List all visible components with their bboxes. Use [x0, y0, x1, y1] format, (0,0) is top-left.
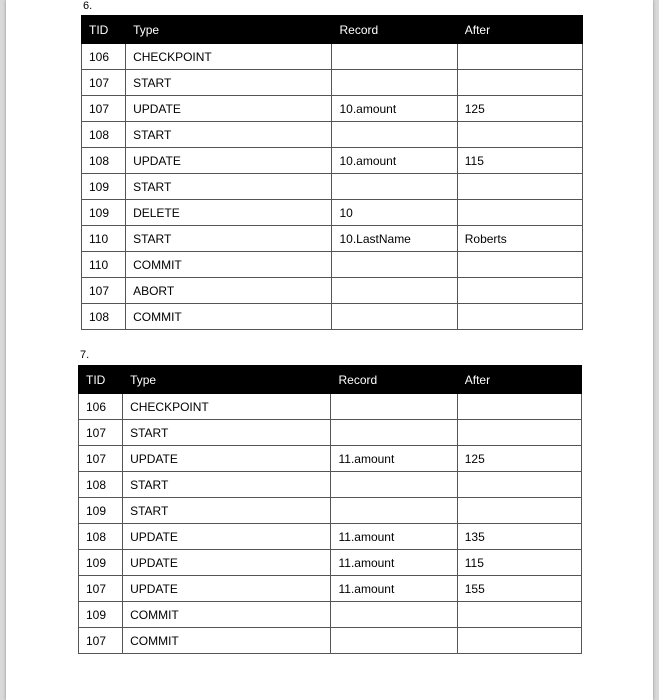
- record-cell: [331, 420, 457, 446]
- tid-cell: 109: [79, 550, 123, 576]
- tid-cell: 107: [79, 420, 123, 446]
- after-cell: 115: [457, 550, 581, 576]
- after-cell: [457, 44, 582, 70]
- after-cell: 115: [457, 148, 582, 174]
- record-cell: [331, 602, 457, 628]
- table-row: [82, 174, 583, 200]
- tid-cell: 107: [79, 576, 123, 602]
- tid-cell: 110: [82, 226, 126, 252]
- tid-cell: 107: [82, 70, 126, 96]
- table-row: [79, 446, 582, 472]
- table-row: [79, 420, 582, 446]
- after-cell: [457, 174, 582, 200]
- after-cell: [457, 602, 581, 628]
- table-row: [79, 472, 582, 498]
- tid-cell: 108: [82, 148, 126, 174]
- after-cell: [457, 628, 581, 654]
- header-record: Record: [332, 16, 457, 44]
- table-row: [82, 44, 583, 70]
- table-row: [82, 200, 583, 226]
- document-page: [6, 0, 653, 700]
- table-row: [79, 524, 582, 550]
- after-cell: [457, 472, 581, 498]
- header-type: Type: [126, 16, 332, 44]
- tid-cell: 107: [82, 278, 126, 304]
- record-cell: 11.amount: [331, 550, 457, 576]
- tid-cell: 106: [82, 44, 126, 70]
- type-cell: COMMIT: [126, 252, 332, 278]
- record-cell: 10: [332, 200, 457, 226]
- header-type: Type: [123, 366, 331, 394]
- table-row: [82, 252, 583, 278]
- type-cell: UPDATE: [126, 96, 332, 122]
- record-cell: [332, 122, 457, 148]
- table-row: [79, 394, 582, 420]
- after-cell: [457, 278, 582, 304]
- tid-cell: 108: [82, 304, 126, 330]
- record-cell: 10.amount: [332, 148, 457, 174]
- type-cell: CHECKPOINT: [126, 44, 332, 70]
- type-cell: DELETE: [126, 200, 332, 226]
- record-cell: [332, 44, 457, 70]
- tid-cell: 107: [82, 96, 126, 122]
- record-cell: [332, 252, 457, 278]
- type-cell: START: [126, 70, 332, 96]
- type-cell: UPDATE: [123, 550, 331, 576]
- after-cell: 125: [457, 96, 582, 122]
- tid-cell: 108: [79, 472, 123, 498]
- after-cell: 135: [457, 524, 581, 550]
- type-cell: START: [126, 174, 332, 200]
- after-cell: 155: [457, 576, 581, 602]
- tid-cell: 109: [82, 174, 126, 200]
- table-header-row: [79, 366, 582, 394]
- table-row: [82, 122, 583, 148]
- tid-cell: 106: [79, 394, 123, 420]
- record-cell: [331, 394, 457, 420]
- log-table-section-7: [78, 365, 582, 654]
- tid-cell: 107: [79, 628, 123, 654]
- record-cell: [332, 70, 457, 96]
- record-cell: [331, 628, 457, 654]
- type-cell: START: [123, 498, 331, 524]
- after-cell: [457, 122, 582, 148]
- table-row: [79, 498, 582, 524]
- record-cell: [332, 174, 457, 200]
- tid-cell: 109: [82, 200, 126, 226]
- type-cell: UPDATE: [123, 446, 331, 472]
- table-row: [82, 304, 583, 330]
- header-after: After: [457, 16, 582, 44]
- table-row: [79, 550, 582, 576]
- record-cell: 11.amount: [331, 576, 457, 602]
- table-row: [79, 602, 582, 628]
- after-cell: [457, 498, 581, 524]
- type-cell: COMMIT: [123, 628, 331, 654]
- header-record: Record: [331, 366, 457, 394]
- type-cell: ABORT: [126, 278, 332, 304]
- tid-cell: 109: [79, 498, 123, 524]
- table-row: [82, 70, 583, 96]
- after-cell: [457, 70, 582, 96]
- after-cell: [457, 420, 581, 446]
- table-row: [79, 576, 582, 602]
- tid-cell: 108: [79, 524, 123, 550]
- record-cell: 10.LastName: [332, 226, 457, 252]
- table-row: [82, 148, 583, 174]
- table-row: [79, 628, 582, 654]
- record-cell: [332, 278, 457, 304]
- record-cell: 11.amount: [331, 446, 457, 472]
- table-row: [82, 226, 583, 252]
- tid-cell: 109: [79, 602, 123, 628]
- record-cell: 11.amount: [331, 524, 457, 550]
- after-cell: [457, 394, 581, 420]
- after-cell: 125: [457, 446, 581, 472]
- type-cell: START: [123, 420, 331, 446]
- record-cell: 10.amount: [332, 96, 457, 122]
- table-row: [82, 96, 583, 122]
- tid-cell: 110: [82, 252, 126, 278]
- type-cell: UPDATE: [126, 148, 332, 174]
- log-table-section-6: [81, 15, 583, 330]
- type-cell: COMMIT: [126, 304, 332, 330]
- type-cell: START: [123, 472, 331, 498]
- type-cell: START: [126, 122, 332, 148]
- header-tid: TID: [79, 366, 123, 394]
- header-after: After: [457, 366, 581, 394]
- after-cell: Roberts: [457, 226, 582, 252]
- type-cell: UPDATE: [123, 576, 331, 602]
- after-cell: [457, 200, 582, 226]
- tid-cell: 108: [82, 122, 126, 148]
- after-cell: [457, 252, 582, 278]
- type-cell: CHECKPOINT: [123, 394, 331, 420]
- section-6-label: 6.: [83, 0, 93, 12]
- table-row: [82, 278, 583, 304]
- section-7-label: 7.: [80, 349, 90, 361]
- table-header-row: [82, 16, 583, 44]
- type-cell: UPDATE: [123, 524, 331, 550]
- record-cell: [331, 472, 457, 498]
- after-cell: [457, 304, 582, 330]
- type-cell: COMMIT: [123, 602, 331, 628]
- type-cell: START: [126, 226, 332, 252]
- record-cell: [331, 498, 457, 524]
- header-tid: TID: [82, 16, 126, 44]
- record-cell: [332, 304, 457, 330]
- tid-cell: 107: [79, 446, 123, 472]
